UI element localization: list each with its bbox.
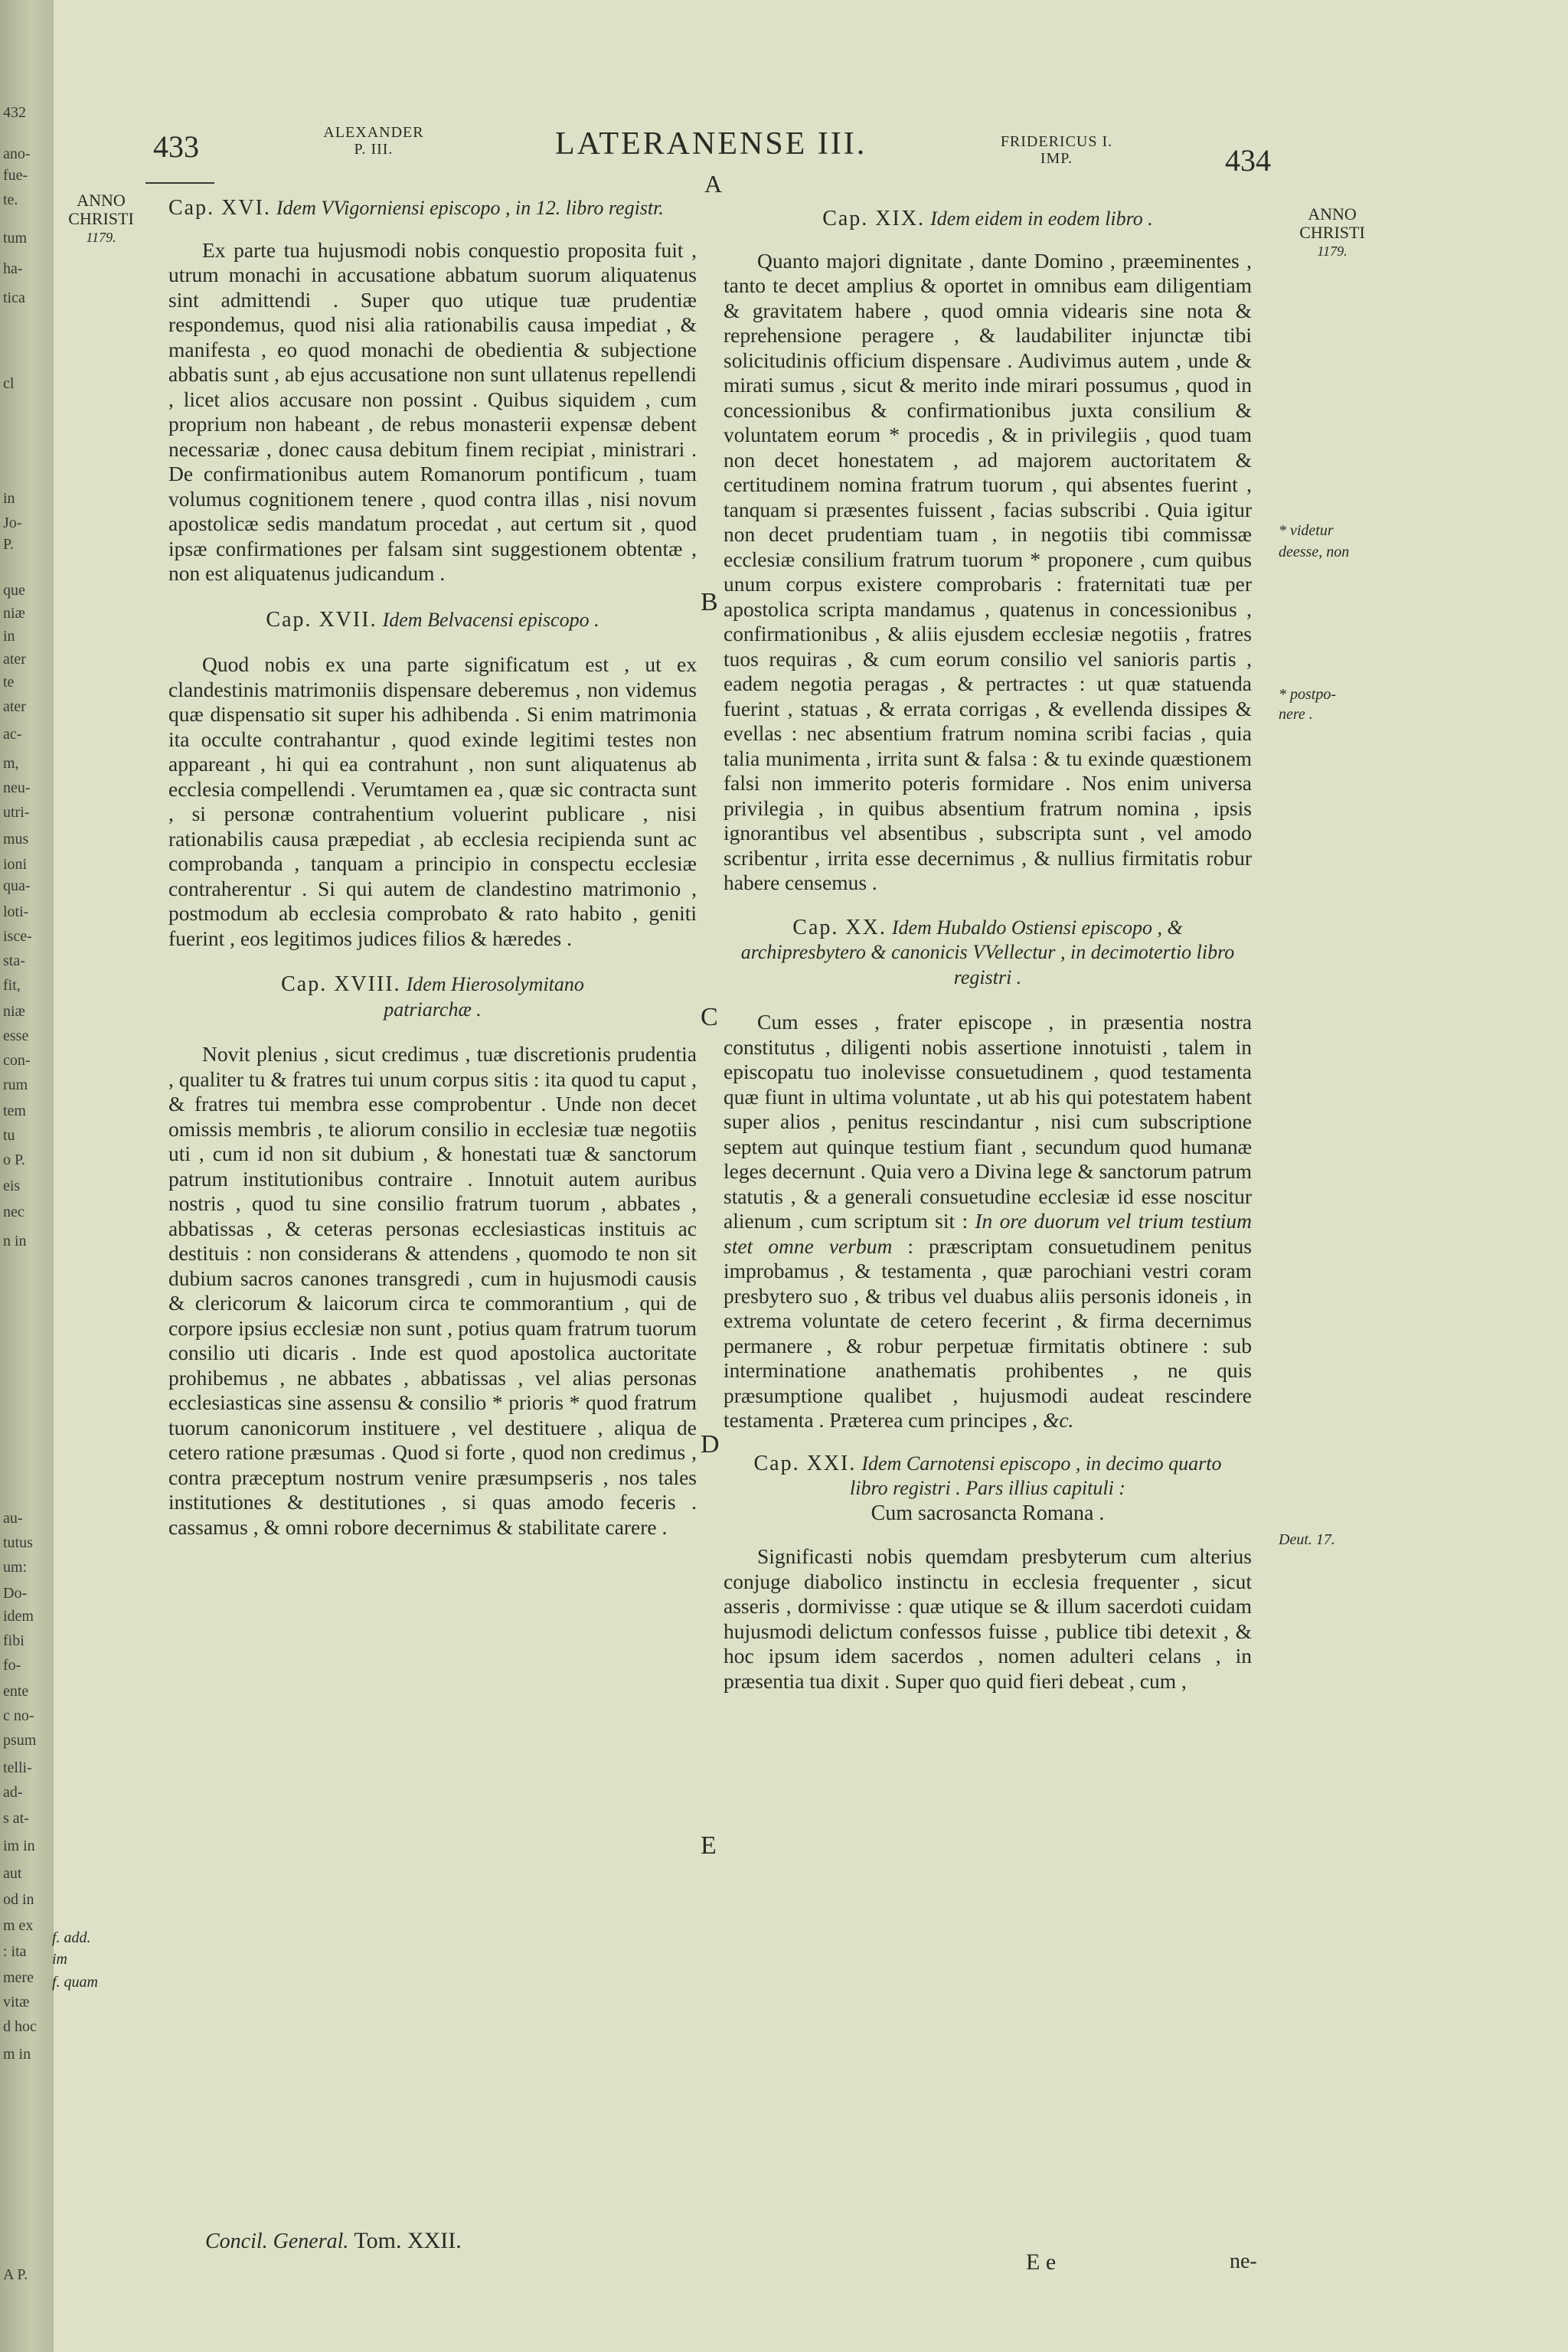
facing-page-fragment: niæ bbox=[3, 1003, 25, 1020]
note-add-1: f. add. bbox=[52, 1929, 91, 1946]
note-videtur: * videtur bbox=[1279, 522, 1334, 539]
cap20-text-b: : præscriptam consuetudinem penitus improbamus , & testamenta , quæ parochiani vestri coram presbytero suo , & tribus vel duabus aliis personis idoneis , in extrema voluntate de cetero fecerint , & firma decernimus permanere , & robur perpetuæ firmitatis obtinere : sub interminatione anathematis prohibentes , ne quis præsumptione qualibet , hujusmodi audeat rescindere testamenta . Præterea cum principes , bbox=[724, 1233, 1252, 1432]
facing-page-fragment: eis bbox=[3, 1178, 21, 1194]
right-column bbox=[724, 207, 1252, 1694]
anno-right-line2: CHRISTI bbox=[1299, 223, 1365, 242]
cap20-text-a: Cum esses , frater episcope , in præsentia nostra constitutus , diligenti nobis assertione innotuisti , talem in episcopatu tuo inolevisse consuetudinem , quod testamenta quæ fiunt in ultima voluntate , ut ab his qui potestatem habent super alios , penitus rescindantur , nisi cum subscriptione septem aut quinque testium fiant , secundum quod humanæ leges decernunt . Quia vero a Divina lege & sanctorum patrum statutis , & a generali consuetudine ecclesiæ id esse noscitur alienum , cum scriptum sit : bbox=[724, 1010, 1252, 1233]
facing-page-fragment: tem bbox=[3, 1102, 26, 1119]
facing-page-fragment: esse bbox=[3, 1027, 29, 1044]
cap21-incipit: Cum sacrosancta Romana . bbox=[871, 1501, 1105, 1525]
facing-page-fragment: A P. bbox=[3, 2266, 28, 2283]
cap20-etc: &c. bbox=[1042, 1408, 1074, 1432]
facing-page-fragment: neu- bbox=[3, 779, 31, 796]
page-title: LATERANENSE III. bbox=[555, 126, 867, 162]
facing-page-fragment: c no- bbox=[3, 1707, 34, 1724]
cap20-title: Idem Hubaldo Ostiensi episcopo , & archipresbytero & canonicis VVellectur , in decimotertio libro registri . bbox=[740, 916, 1235, 988]
footer-imprint-italic: Concil. General. bbox=[205, 2230, 349, 2253]
cap19-heading: Cap. XIX. bbox=[822, 207, 926, 230]
facing-page-fragment: que bbox=[3, 582, 25, 599]
section-letter-d: D bbox=[701, 1430, 720, 1459]
facing-page-fragment: m ex bbox=[3, 1917, 34, 1934]
cap20-heading: Cap. XX. bbox=[792, 915, 887, 939]
facing-page-fragment: rum bbox=[3, 1076, 28, 1093]
cap20-quote: In ore duorum vel trium testium stet omne verbum bbox=[724, 1209, 1253, 1258]
section-letter-e: E bbox=[701, 1831, 717, 1860]
cap16-heading-block bbox=[168, 196, 697, 221]
facing-page-fragment: fue- bbox=[3, 167, 28, 184]
facing-page-fragment: psum bbox=[3, 1732, 37, 1749]
section-letter-c: C bbox=[701, 1003, 718, 1031]
facing-page-fragment: im in bbox=[3, 1838, 35, 1854]
facing-page-fragment: n in bbox=[3, 1233, 27, 1250]
cap16-title: Idem VVigorniensi episcopo , in 12. libro registr. bbox=[276, 197, 664, 219]
note-add-2: im bbox=[52, 1951, 67, 1968]
facing-page-fragment: loti- bbox=[3, 903, 29, 920]
facing-page-fragment: s at- bbox=[3, 1810, 29, 1827]
catchword: ne- bbox=[1230, 2249, 1257, 2273]
anno-christi-left bbox=[47, 191, 155, 247]
facing-page-fragment: m in bbox=[3, 2046, 31, 2063]
facing-page-fragment: ac- bbox=[3, 726, 22, 743]
facing-page-fragment: au- bbox=[3, 1510, 23, 1527]
facing-page-fragment: mere bbox=[3, 1969, 34, 1986]
cap18-text: Novit plenius , sicut credimus , tuæ discretionis prudentia , qualiter tu & fratres tui unum corpus sitis : ita quod tu caput , & fratres tui membra esse comprobentur . Unde non decet omissis membris , te aliorum consilio in ecclesiæ tuæ negotiis uti , cum id non sit dubium , & honestati tuæ & sanctorum patrum institutionibus contraire . Innotuit autem auribus nostris , quod tu sine consilio fratrum tuorum , abbates , abbatissas , & ceteras personas ecclesiasticas instituis ac destituis : non considerans & attendens , quomodo te non sit dubium sacros canones transgredi , cum in hujusmodi causis & clericorum & laicorum circa te commorantium , qui de corpore ipsius ecclesiæ non sunt , potius quam fratrum tuorum consilio uti dicaris . Inde est quod apostolica auctoritate prohibemus , ne abbates , abbatissas , vel alias personas ecclesiasticas sine assensu & consilio * prioris * quod fratrum tuorum canonicorum instituere , vel destituere , aliqua de cetero ratione præsumas . Quod si forte , quod non credimus , contra præceptum nostrum venire præsumpseris , nos tales institutiones & destitutiones , si quas amodo feceris . cassamus , & omni robore decernimus & stabilitate carere . bbox=[168, 1042, 697, 1539]
facing-page-fragment: sta- bbox=[3, 952, 25, 969]
cap16-text: Ex parte tua hujusmodi nobis conquestio proposita fuit , utrum monachi in accusatione abbatum suorum aliquatenus sint admittendi . Super quo utique tuæ prudentiæ respondemus, quod nisi alia rationabilis causa impediat , & manifesta , eo quod monachi de obedientia & subjectione abbatis sunt , ab ejus accusatione non sunt ullatenus repellendi , licet alios accusare non possint . Quibus siquidem , cum proprium non habeant , de rebus monasterii expensæ debent necessariæ , donec causa debitum finem recipiat , ministrari . De confirmationibus autem Romanorum pontificum , tuam volumus cognitionem tenere , quod contra illas , nisi novum apostolicæ sedis mandatum procedat , aut certum sit , quod ipsæ confirmationes per falsam sint suggestionem obtentæ , non est aliquatenus judicandum . bbox=[168, 237, 697, 585]
facing-page-fragment: aut bbox=[3, 1865, 22, 1882]
anno-left-line2: CHRISTI bbox=[68, 209, 134, 228]
facing-page-fragment: cl bbox=[3, 375, 15, 392]
cap21-heading-block bbox=[724, 1452, 1252, 1527]
cap19-text: Quanto majori dignitate , dante Domino , præeminentes , tanto te decet amplius & oportet in omnibus eam diligentiam & gravitatem habere , quod omnia videaris sine nota & reprehensione peragere , & laudabiliter injunctæ tibi solicitudinis officium dispensare . Audivimus autem , unde & mirati sumus , sicut & merito inde mirari possumus , quod in concessionibus & confirmationibus juxta consilium & voluntatem eorum * procedis , & in privilegiis , quod tuam non decet honestatem , ad majorem auctoritatem & certitudinem nomina fratrum tuorum , qui absentes fuerint , tanquam si præsentes fuissent , facias subscribi . Quia igitur non decet prudentiam tuam , in negotiis tibi commissæ ecclesiæ consilium fratrum tuorum * proponere , cum quibus unum corpus existere comprobaris : fraternitati tuæ per apostolica scripta mandamus , quatenus in concessionibus , confirmationibus , & aliis ejusdem ecclesiæ negotiis , fratres tuos requiras , & cum eorum consilio vel sanioris partis , eadem negotia peragas , & pertractes : ut quæ statuenda fuerint , statuas , & errata corrigas , & evellenda dissipes & evellas : nec absentium fratrum nomina scribi facias , quia talia munimenta , irrita sunt & falsa : & tu exinde quæstionem falsi non immerito poteris formidare . Nos enim universa privilegia , in quibus absentium fratrum nomina , ipsis ignorantibus vel absentibus , subscripta sunt , vel amodo scribentur , irrita esse decernimus , & nullius firmitatis robur habere censemus . bbox=[724, 248, 1252, 894]
cap17-title: Idem Belvacensi episcopo . bbox=[382, 608, 599, 631]
cap19-heading-block bbox=[724, 207, 1252, 232]
note-deesse: deesse, non bbox=[1279, 544, 1350, 560]
left-column bbox=[168, 196, 697, 1540]
facing-page-fragment: od in bbox=[3, 1891, 34, 1908]
anno-left-line1: ANNO bbox=[77, 191, 126, 210]
header-rule-left bbox=[145, 182, 214, 184]
note-postponere-2: nere . bbox=[1279, 706, 1313, 723]
facing-page-fragment: mus bbox=[3, 831, 29, 848]
facing-page-fragment: d hoc bbox=[3, 2018, 37, 2035]
section-letter-a: A bbox=[704, 170, 723, 198]
facing-page-fragment: ater bbox=[3, 698, 26, 715]
page-number-left: 433 bbox=[153, 129, 199, 164]
note-deut: Deut. 17. bbox=[1279, 1531, 1335, 1548]
cap18-title: Idem Hierosolymitano patriarchæ . bbox=[384, 973, 584, 1021]
facing-page-edge bbox=[0, 0, 54, 2352]
facing-page-fragment: um: bbox=[3, 1559, 28, 1576]
facing-page-fragment: tum bbox=[3, 230, 28, 247]
cap18-heading: Cap. XVIII. bbox=[281, 972, 401, 996]
facing-page-fragment: P. bbox=[3, 536, 14, 553]
note-quam: f. quam bbox=[52, 1974, 98, 1991]
cap17-heading-block bbox=[168, 608, 697, 633]
facing-page-fragment: con- bbox=[3, 1052, 31, 1069]
right-running-head-line2: IMP. bbox=[1040, 150, 1073, 167]
right-running-head bbox=[972, 133, 1141, 167]
anno-christi-right bbox=[1279, 205, 1386, 260]
facing-page-fragment: isce- bbox=[3, 928, 32, 945]
facing-page-fragment: 432 bbox=[3, 104, 26, 121]
footer-imprint bbox=[205, 2228, 462, 2254]
cap17-heading: Cap. XVII. bbox=[266, 607, 377, 632]
facing-page-fragment: qua- bbox=[3, 877, 31, 894]
facing-page-fragment: te bbox=[3, 674, 15, 691]
left-running-head bbox=[297, 124, 450, 158]
facing-page-fragment: te. bbox=[3, 191, 18, 208]
cap16-heading: Cap. XVI. bbox=[168, 196, 271, 220]
section-letter-b: B bbox=[701, 588, 718, 616]
facing-page-fragment: m, bbox=[3, 755, 19, 772]
facing-page-fragment: ioni bbox=[3, 856, 28, 873]
facing-page-fragment: idem bbox=[3, 1608, 34, 1625]
facing-page-fragment: fibi bbox=[3, 1632, 24, 1649]
facing-page-fragment: nec bbox=[3, 1204, 24, 1220]
page bbox=[54, 0, 1568, 2352]
signature-mark: E e bbox=[1026, 2249, 1057, 2275]
facing-page-fragment: in bbox=[3, 628, 15, 645]
facing-page-fragment: telli- bbox=[3, 1759, 32, 1776]
facing-page-fragment: in bbox=[3, 490, 15, 507]
cap20-heading-block bbox=[724, 916, 1252, 991]
left-running-head-line1: ALEXANDER bbox=[323, 124, 424, 141]
facing-page-fragment: ha- bbox=[3, 260, 23, 277]
facing-page-fragment: fit, bbox=[3, 977, 21, 994]
facing-page-fragment: ente bbox=[3, 1683, 29, 1700]
facing-page-fragment: ano- bbox=[3, 145, 31, 162]
facing-page-fragment: ater bbox=[3, 651, 26, 668]
cap20-text bbox=[724, 1010, 1252, 1433]
anno-right-line3: 1179. bbox=[1317, 243, 1348, 259]
footer-volume: Tom. XXII. bbox=[354, 2228, 462, 2253]
anno-right-line1: ANNO bbox=[1308, 204, 1357, 224]
facing-page-fragment: Do- bbox=[3, 1585, 28, 1602]
facing-page-fragment: Jo- bbox=[3, 514, 22, 531]
page-number-right: 434 bbox=[1225, 143, 1271, 178]
facing-page-fragment: tu bbox=[3, 1127, 15, 1144]
facing-page-fragment: niæ bbox=[3, 605, 25, 622]
facing-page-fragment: : ita bbox=[3, 1943, 27, 1960]
facing-page-fragment: tutus bbox=[3, 1534, 33, 1551]
right-running-head-line1: FRIDERICUS I. bbox=[1000, 133, 1113, 150]
cap21-title: Idem Carnotensi episcopo , in decimo quarto libro registri . Pars illius capituli : bbox=[850, 1452, 1222, 1499]
facing-page-fragment: tica bbox=[3, 289, 25, 306]
note-postponere-1: * postpo- bbox=[1279, 686, 1336, 703]
cap21-heading: Cap. XXI. bbox=[753, 1451, 857, 1475]
cap17-text: Quod nobis ex una parte significatum est , ut ex clandestinis matrimoniis dispensare deberemus , non videmus quæ dispensatio sit super his adhibenda . Si enim matrimonia ita occulte contrahantur , quod exinde legitimi testes non appareant , hi qui ea contrahunt , non sunt aliquatenus ab ecclesia compellendi . Verumtamen ea , quæ sic contracta sunt , si personæ contrahentium voluerint publicare , nisi rationabilis causa præpediat , ab ecclesia recipienda sunt ac comprobanda , tanquam a principio in conspectu ecclesiæ contraherentur . Si qui autem de clandestino matrimonio , postmodum ab ecclesia comprobato & rato habito , geniti fuerint , eos legitimos judices filios & hæredes . bbox=[168, 652, 697, 950]
facing-page-fragment: ad- bbox=[3, 1784, 23, 1801]
facing-page-fragment: utri- bbox=[3, 804, 30, 821]
cap18-heading-block bbox=[168, 972, 697, 1022]
facing-page-fragment: fo- bbox=[3, 1657, 21, 1674]
left-running-head-line2: P. III. bbox=[354, 141, 394, 158]
facing-page-fragment: o P. bbox=[3, 1152, 25, 1168]
anno-left-line3: 1179. bbox=[86, 230, 116, 245]
facing-page-fragment: vitæ bbox=[3, 1994, 30, 2011]
cap19-title: Idem eidem in eodem libro . bbox=[930, 207, 1153, 230]
cap21-text: Significasti nobis quemdam presbyterum cum alterius conjuge diabolico instinctu in ecclesia frequenter , sicut asseris , dormivisse : quæ utique se & illum sacerdoti cuidam hujusmodi delictum confessos fuisse , publice tibi detexit , & hoc ipsum idem sacerdos , nomen adulteri celans , in præsentia tua dixit . Super quo quid fieri debeat , cum , bbox=[724, 1544, 1252, 1693]
